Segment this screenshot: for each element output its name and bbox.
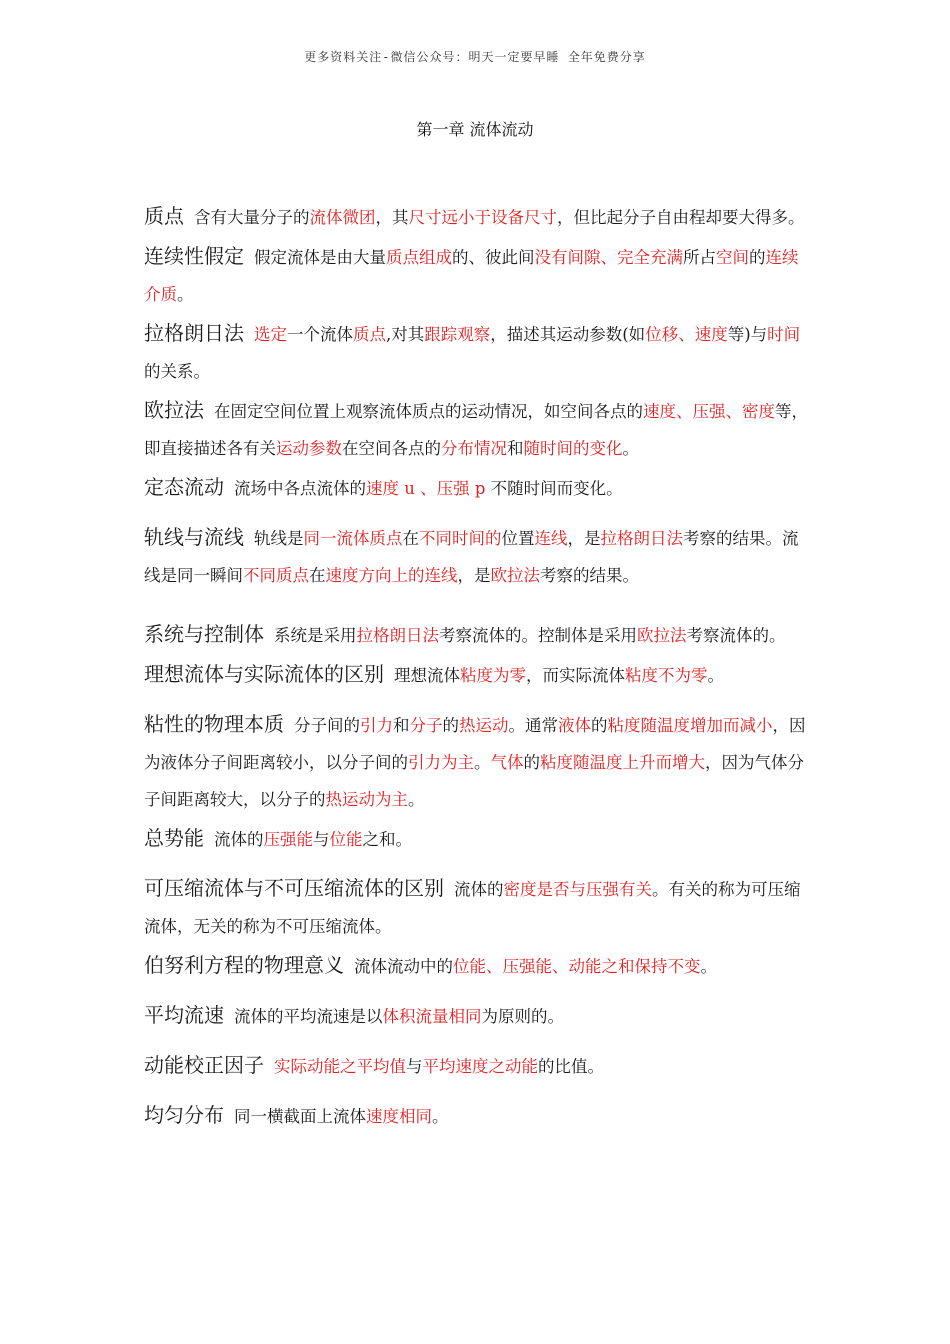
- highlighted-text: 粘度为零: [460, 666, 526, 685]
- definition-text: 在固定空间位置上观察流体质点的运动情况，如空间各点的: [214, 402, 643, 421]
- definition-text: 的比值。: [538, 1057, 604, 1076]
- definition-entry: [144, 469, 810, 507]
- definition-text: 。: [474, 753, 491, 772]
- highlighted-text: 粘度不为零: [625, 666, 708, 685]
- definition-text: 的: [591, 716, 608, 735]
- highlighted-text: 分子: [409, 716, 443, 735]
- definition-text: 为原则的。: [481, 1007, 564, 1026]
- page-header: 更多资料关注-微信公众号：明天一定要早睡 全年免费分享: [304, 50, 646, 64]
- highlighted-text: 粘度随温度增加而减小: [607, 716, 773, 735]
- definition-text: 考察的结果。流线是同一瞬间: [144, 529, 799, 585]
- definition-text: 的: [442, 716, 459, 735]
- definition-entry: [144, 997, 810, 1035]
- definition-text: 假定流体是由大量: [254, 248, 386, 267]
- highlighted-text: 压强能: [263, 830, 313, 849]
- definition-text: 与: [313, 830, 330, 849]
- definition-text: 的: [749, 248, 766, 267]
- highlighted-text: 液体: [558, 716, 591, 735]
- definition-text: 。: [177, 285, 194, 304]
- definition-text: 系统是采用: [274, 626, 357, 645]
- definition-text: 考察流体的。控制体是采用: [439, 626, 637, 645]
- highlighted-text: 质点: [353, 325, 386, 344]
- definition-text: ，其: [375, 208, 409, 227]
- definition-term: 连续性假定: [144, 244, 244, 268]
- highlighted-text: 实际动能之平均值: [274, 1057, 406, 1076]
- highlighted-text: 拉格朗日法: [356, 626, 439, 645]
- definition-text: 的: [523, 753, 540, 772]
- highlighted-text: 同一流体质点: [303, 529, 403, 548]
- definition-entry: [144, 820, 810, 858]
- highlighted-text: 连续介质: [144, 248, 799, 304]
- definition-text: 位置: [501, 529, 535, 548]
- highlighted-text: 拉格朗日法: [600, 529, 683, 548]
- definition-text: 在: [309, 566, 326, 585]
- definition-text: 。: [707, 666, 724, 685]
- definition-text: 。: [700, 957, 717, 976]
- definition-text: 流体的: [214, 830, 264, 849]
- definition-term: 质点: [144, 204, 184, 228]
- highlighted-text: 体积流量相同: [382, 1007, 482, 1026]
- highlighted-text: 流体微团: [309, 208, 376, 227]
- highlighted-text: 速度方向上的连线: [325, 566, 458, 585]
- definition-entry: [144, 656, 810, 694]
- highlighted-text: 位能: [329, 830, 363, 849]
- definition-text: ，因为气体分子间距离较大，以分子的: [144, 753, 804, 809]
- definition-text: 和: [393, 716, 410, 735]
- definition-entry: [144, 706, 810, 818]
- definition-term: 总势能: [144, 826, 204, 850]
- highlighted-text: 质点组成: [386, 248, 452, 267]
- definition-term: 轨线与流线: [144, 525, 244, 549]
- definition-term: 拉格朗日法: [144, 321, 244, 345]
- highlighted-text: 热运动为主: [325, 790, 408, 809]
- definition-text: 之和。: [362, 830, 412, 849]
- definition-entry: [144, 870, 810, 945]
- definition-text: 轨线是: [254, 529, 304, 548]
- definition-text: 所占: [683, 248, 716, 267]
- definition-term: 可压缩流体与不可压缩流体的区别: [144, 876, 444, 900]
- definition-text: 的关系。: [144, 362, 210, 381]
- definition-entry: [144, 616, 810, 654]
- highlighted-text: 粘度随温度上升而增大: [540, 753, 705, 772]
- highlighted-text: 欧拉法: [637, 626, 687, 645]
- definition-term: 定态流动: [144, 475, 224, 499]
- definition-entry: [144, 198, 810, 236]
- highlighted-text: 时间: [767, 325, 801, 344]
- highlighted-text: 引力: [360, 716, 393, 735]
- definition-entry: [144, 519, 810, 594]
- definition-text: 一个流体: [287, 325, 353, 344]
- highlighted-text: 欧拉法: [490, 566, 540, 585]
- definition-text: 。: [432, 1107, 449, 1126]
- definition-text: ，是: [457, 566, 491, 585]
- highlighted-text: 没有间隙、完全充满: [534, 248, 683, 267]
- definition-text: 。: [622, 439, 639, 458]
- definition-text: 含有大量分子的: [194, 208, 310, 227]
- definition-text: 同一横截面上流体: [234, 1107, 366, 1126]
- definition-text: ,对其: [386, 325, 425, 344]
- definition-text: ，但比起分子自由程却要大得多。: [557, 208, 805, 227]
- definition-text: ，而实际流体: [526, 666, 625, 685]
- definition-term: 均匀分布: [144, 1103, 224, 1127]
- highlighted-text: 平均速度之动能: [422, 1057, 538, 1076]
- highlighted-text: 气体: [490, 753, 524, 772]
- definition-entry: [144, 392, 810, 467]
- definition-text: 等)与: [727, 325, 768, 344]
- definition-text: 等，即直接描述各有关: [144, 402, 808, 458]
- highlighted-text: 密度是否与压强有关: [503, 880, 652, 899]
- highlighted-text: 选定: [254, 325, 287, 344]
- highlighted-text: 随时间的变化: [523, 439, 623, 458]
- highlighted-text: 位移、速度: [645, 325, 728, 344]
- definition-term: 粘性的物理本质: [144, 712, 284, 736]
- definition-term: 理想流体与实际流体的区别: [144, 662, 384, 686]
- definition-text: 分子间的: [294, 716, 360, 735]
- definition-text: 流体的平均流速是以: [234, 1007, 383, 1026]
- highlighted-text: 分布情况: [441, 439, 507, 458]
- highlighted-text: 位能、压强能、动能之和保持不变: [453, 957, 701, 976]
- definition-term: 系统与控制体: [144, 622, 264, 646]
- highlighted-text: 不同质点: [243, 566, 309, 585]
- highlighted-text: 速度相同: [366, 1107, 432, 1126]
- highlighted-text: 引力为主: [408, 753, 474, 772]
- definition-entry: [144, 315, 810, 390]
- definition-text: 流场中各点流体的: [234, 479, 366, 498]
- definition-text: 流体流动中的: [354, 957, 453, 976]
- definition-entry: [144, 1097, 810, 1135]
- definition-text: ，是: [567, 529, 601, 548]
- definition-text: 与: [406, 1057, 423, 1076]
- definition-text: ，因为液体分子间距离较小，以分子间的: [144, 716, 806, 772]
- definition-text: 流体的: [454, 880, 504, 899]
- highlighted-text: 跟踪观察: [424, 325, 491, 344]
- definition-text: 。有关的称为可压缩流体，无关的称为不可压缩流体。: [144, 880, 801, 936]
- definition-text: 考察的结果。: [540, 566, 639, 585]
- definition-term: 平均流速: [144, 1003, 224, 1027]
- definition-text: 考察流体的。: [686, 626, 786, 645]
- highlighted-text: 连线: [534, 529, 568, 548]
- definition-text: 不随时间而变化。: [485, 479, 623, 498]
- highlighted-text: 运动参数: [276, 439, 342, 458]
- definition-term: 动能校正因子: [144, 1053, 264, 1077]
- definition-text: 。: [408, 790, 425, 809]
- definition-entry: [144, 947, 810, 985]
- definition-text: 和: [507, 439, 524, 458]
- definition-entry: [144, 238, 810, 313]
- definition-text: 。通常: [508, 716, 558, 735]
- highlighted-text: 空间: [716, 248, 749, 267]
- definition-text: 理想流体: [394, 666, 460, 685]
- definition-text: ，描述其运动参数(如: [490, 325, 646, 344]
- definition-entry: [144, 1047, 810, 1085]
- definition-term: 伯努利方程的物理意义: [144, 953, 344, 977]
- definition-term: 欧拉法: [144, 398, 204, 422]
- highlighted-text: 速度 u 、压强 p: [366, 479, 486, 498]
- highlighted-text: 不同时间的: [419, 529, 502, 548]
- chapter-title: 第一章 流体流动: [416, 120, 534, 139]
- definitions-list: [144, 196, 810, 1135]
- definition-text: 在空间各点的: [342, 439, 441, 458]
- highlighted-text: 速度、压强、密度: [643, 402, 775, 421]
- definition-text: 在: [402, 529, 419, 548]
- highlighted-text: 热运动: [459, 716, 509, 735]
- highlighted-text: 尺寸远小于设备尺寸: [408, 208, 557, 227]
- definition-text: 的、彼此间: [452, 248, 535, 267]
